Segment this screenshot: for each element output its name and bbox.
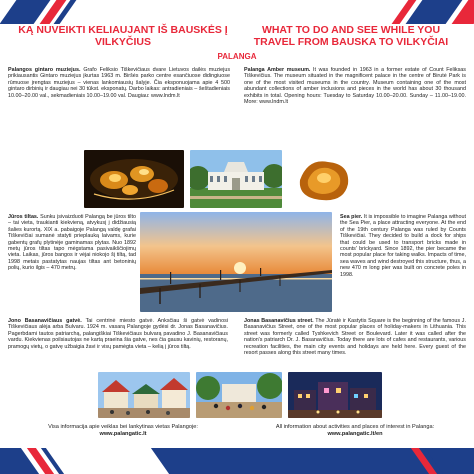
amber-museum-palace-photo <box>190 150 282 208</box>
amber-museum-lt-text <box>8 67 230 99</box>
sea-pier-en-name: Sea pier. <box>340 214 363 220</box>
decor-stripe <box>151 448 449 474</box>
sea-pier-lt-text <box>8 214 136 272</box>
footer-lithuanian <box>18 424 228 438</box>
footer-english <box>244 424 466 438</box>
basanavicius-street-lt-body: Tai centrinė miesto gatvė. Anksčiau ši gatvė vadinosi Tiškevičiaus alėja arba Bulvaru. 1924 m. vasarą Palangoje gydėsi dr. Jonas Basanavičius. Pagerbdami tautos patriarchą, palangiškiai Tiškevičiaus bulvarą pavadino J. Basanavičiaus vardu. Kiekvienas poilsiautojas ne kartą praeina šia gatve, nes čia gausu kavinių, restoranų, pramogų vietų, o gatvę užbaigia žavi ir visų pamėgta vieta – kelią į jūros tiltą. <box>8 318 229 350</box>
amber-museum-en-text <box>244 67 466 105</box>
footer-lt-text: Visa informacija apie veiklas bei lankytinas vietas Palangoje: <box>48 424 198 430</box>
city-title: PALANGA <box>217 52 257 61</box>
sea-pier-sunset-photo <box>140 212 332 312</box>
basanavicius-street-en-text <box>244 318 466 356</box>
footer-en-link[interactable]: www.palangatic.lt/en <box>327 431 383 437</box>
basanavicius-street-lt-text <box>8 318 228 350</box>
basanavicius-street-en-body: The Jūratė ir Kastytis Square is the beginning of the famous J. Basanavičius Street, one of the most popular places of holiday-makers in Lithuania. This street was formerly called Tyshkevich Street or Boulevard. Later it was called after the nation's patriarch Dr. J. Basanavičius. Today there are lots of cafes and restaurants, various recreation facilities, the main city events and holidays are held here. Every guest of the resort passes along this street many times. <box>244 318 467 357</box>
heading-english: WHAT TO DO AND SEE WHILE YOU TRAVEL FROM BAUSKA TO VILKYČIAI <box>253 24 449 48</box>
street-night-photo <box>288 372 382 418</box>
bottom-decorative-band <box>0 448 474 474</box>
amber-museum-en-name: Palanga Amber museum. <box>244 67 311 73</box>
sea-pier-en-text <box>340 214 466 278</box>
footer-lt-link[interactable]: www.palangatic.lt <box>99 431 147 437</box>
heading-lithuanian: KĄ NUVEIKTI KELIAUJANT IŠ BAUSKĖS Į VILKYČIUS <box>18 24 228 48</box>
amber-museum-lt-name: Palangos gintaro muziejus. <box>8 67 81 73</box>
amber-stone-photo <box>288 150 360 208</box>
sea-pier-lt-name: Jūros tiltas. <box>8 214 39 220</box>
footer-en-text: All information about activities and places of interest in Palanga: <box>275 424 435 430</box>
top-decorative-band <box>0 0 474 24</box>
sea-pier-en-body: It is impossible to imagine Palanga without the Sea Pier, a place attracting everyone. At the end of the 19th century Palanga was ruled by Counts Tiškevičiai. They decided to build a dock for ships that could be used to transport bricks made in counts' brickyard. Since 1892, the pier became the most popular place for taking walks. Impacts of time, sea waves and wind destroyed this structure, thus, a new 470 m long pier was built on concrete poles in 1998. <box>340 214 467 278</box>
basanavicius-street-lt-name: Jono Basanavičiaus gatvė. <box>8 318 82 324</box>
street-crowd-photo <box>196 372 282 418</box>
amber-museum-en-body: It was founded in 1963 in a former estate of Count Feliksas Tiškevičius. The museum situated in the magnificent palace in the centre of Birutė Park is one of the most visited museums in the country. Museum containing one of the most abundant collections of amber inclusions and pieces in the world has about 30 thousand exhibits in total. Opening hours: Tuesday to Saturday 10.00–20.00. Sunday – 11.00–19.00. More: www.lndm.lt <box>244 67 466 106</box>
amber-museum-lt-body: Grafo Feliksio Tiškevičiaus dvare Lietuvos dailės muziejus prikiausantis Gintaro muziejus įkurtas 1963 m. Biršės parko centre esančiuose didingiuose rūmuose įrengtas muziejus – vienas lankomiausių šalyje. Čia eksponuojama apie 4 500 gintaro dirbinių ir daugiau nei 30 tūkst. eksponatų. Darbo laikas: antradieniais – šeštadieniais 10.00–20.00 val., sekmadieniais 10.00–19.00 val. Daugiau: www.lndm.lt <box>8 67 231 99</box>
sea-pier-lt-body: Sunku įsivaizduoti Palangą be jūros tilto – tai vieta, traukianti kiekvieną, atvykusį į didžiausią šalies kurortą. XIX a. pabaigoje Palangą valdę grafai Tiškevičiai sumanė statyti prieplauką laivams, kurie gabentų grafų plytinėje gaminamas plytas. Nuo 1892 metų jūros tiltas tapo mėgstama pasivaikščiojimų vieta. Laikas, jūros bangos ir vėjai niokojo šį tiltą, tad 1998 metais pastatytas naujas tiltas ant betoninių polių, kurio ilgis – 470 metrų. <box>8 214 136 272</box>
amber-jewelry-photo <box>84 150 184 208</box>
street-cafes-photo <box>98 372 190 418</box>
basanavicius-street-en-name: Jonas Basanavičius street. <box>244 318 314 324</box>
